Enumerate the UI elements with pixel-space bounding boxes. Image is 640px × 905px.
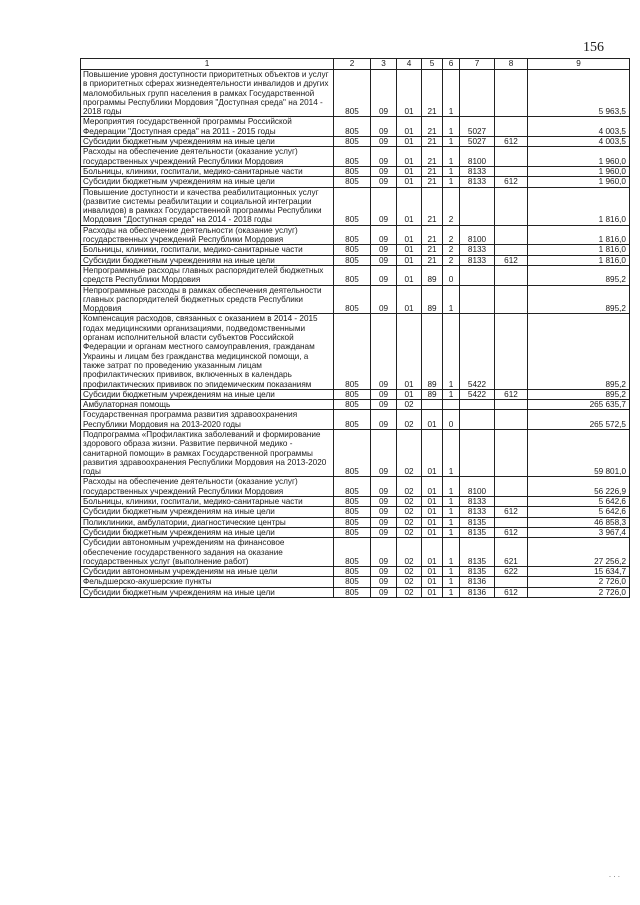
code-cell: 09 — [371, 137, 397, 147]
code-cell: 805 — [334, 166, 371, 176]
code-cell: 09 — [371, 517, 397, 527]
code-cell: 01 — [397, 117, 422, 137]
code-cell: 1 — [443, 177, 460, 187]
code-cell: 805 — [334, 400, 371, 410]
code-cell: 01 — [422, 587, 443, 597]
amount-cell: 1 816,0 — [528, 187, 630, 225]
code-cell: 805 — [334, 587, 371, 597]
amount-cell: 1 816,0 — [528, 225, 630, 245]
amount-cell: 895,2 — [528, 285, 630, 314]
code-cell: 09 — [371, 507, 397, 517]
code-cell — [495, 517, 528, 527]
code-cell — [495, 265, 528, 285]
amount-cell: 3 967,4 — [528, 527, 630, 537]
amount-cell: 56 226,9 — [528, 477, 630, 497]
code-cell: 09 — [371, 177, 397, 187]
code-cell: 2 — [443, 187, 460, 225]
code-cell — [495, 147, 528, 167]
amount-cell: 265 572,5 — [528, 410, 630, 430]
code-cell: 805 — [334, 410, 371, 430]
code-cell: 09 — [371, 117, 397, 137]
code-cell: 8100 — [460, 147, 495, 167]
code-cell: 01 — [422, 497, 443, 507]
code-cell: 8100 — [460, 477, 495, 497]
code-cell: 02 — [397, 400, 422, 410]
code-cell: 2 — [443, 245, 460, 255]
code-cell: 8133 — [460, 507, 495, 517]
code-cell — [495, 70, 528, 117]
row-name-cell: Субсидии бюджетным учреждениям на иные цели — [81, 389, 334, 399]
table-row — [81, 314, 630, 389]
table-row — [81, 497, 630, 507]
table-row — [81, 255, 630, 265]
code-cell — [443, 400, 460, 410]
table-row — [81, 389, 630, 399]
code-cell: 09 — [371, 497, 397, 507]
code-cell — [495, 577, 528, 587]
amount-cell: 1 960,0 — [528, 166, 630, 176]
code-cell: 02 — [397, 477, 422, 497]
code-cell: 01 — [397, 245, 422, 255]
code-cell: 8133 — [460, 177, 495, 187]
code-cell: 21 — [422, 117, 443, 137]
table-row — [81, 587, 630, 597]
table-row — [81, 70, 630, 117]
code-cell: 09 — [371, 265, 397, 285]
code-cell — [460, 265, 495, 285]
code-cell: 5027 — [460, 117, 495, 137]
amount-cell: 27 256,2 — [528, 538, 630, 567]
table-row — [81, 400, 630, 410]
row-name-cell: Поликлиники, амбулатории, диагностические центры — [81, 517, 334, 527]
code-cell: 01 — [397, 255, 422, 265]
code-cell: 621 — [495, 538, 528, 567]
code-cell: 09 — [371, 587, 397, 597]
code-cell: 8100 — [460, 225, 495, 245]
code-cell: 01 — [397, 225, 422, 245]
table-row — [81, 577, 630, 587]
code-cell — [495, 314, 528, 389]
code-cell: 8135 — [460, 527, 495, 537]
code-cell: 5027 — [460, 137, 495, 147]
code-cell: 805 — [334, 477, 371, 497]
table-row — [81, 538, 630, 567]
code-cell: 89 — [422, 314, 443, 389]
code-cell: 8135 — [460, 517, 495, 527]
page-number: 156 — [583, 40, 604, 55]
code-cell: 8136 — [460, 587, 495, 597]
code-cell: 09 — [371, 245, 397, 255]
table-row — [81, 177, 630, 187]
code-cell: 02 — [397, 527, 422, 537]
code-cell: 09 — [371, 527, 397, 537]
code-cell: 01 — [397, 166, 422, 176]
code-cell: 805 — [334, 187, 371, 225]
header-cell: 8 — [495, 59, 528, 70]
code-cell: 805 — [334, 429, 371, 476]
row-name-cell: Расходы на обеспечение деятельности (оказание услуг) государственных учреждений Республики Мордовия — [81, 225, 334, 245]
code-cell — [460, 187, 495, 225]
code-cell — [495, 477, 528, 497]
code-cell: 01 — [422, 527, 443, 537]
code-cell: 21 — [422, 70, 443, 117]
amount-cell: 895,2 — [528, 314, 630, 389]
code-cell: 09 — [371, 477, 397, 497]
code-cell: 0 — [443, 410, 460, 430]
code-cell: 09 — [371, 400, 397, 410]
code-cell: 805 — [334, 255, 371, 265]
code-cell: 612 — [495, 507, 528, 517]
amount-cell: 895,2 — [528, 389, 630, 399]
code-cell: 09 — [371, 70, 397, 117]
code-cell: 2 — [443, 255, 460, 265]
row-name-cell: Субсидии автономным учреждениям на финансовое обеспечение государственного задания на оказание государственных услуг (выполнение работ) — [81, 538, 334, 567]
amount-cell: 1 960,0 — [528, 147, 630, 167]
code-cell — [460, 400, 495, 410]
row-name-cell: Расходы на обеспечение деятельности (оказание услуг) государственных учреждений Республики Мордовия — [81, 477, 334, 497]
row-name-cell: Субсидии бюджетным учреждениям на иные цели — [81, 587, 334, 597]
code-cell: 1 — [443, 477, 460, 497]
code-cell: 805 — [334, 245, 371, 255]
row-name-cell: Больницы, клиники, госпитали, медико-санитарные части — [81, 166, 334, 176]
code-cell: 21 — [422, 166, 443, 176]
amount-cell: 59 801,0 — [528, 429, 630, 476]
header-cell: 5 — [422, 59, 443, 70]
code-cell: 1 — [443, 429, 460, 476]
code-cell: 89 — [422, 285, 443, 314]
code-cell: 1 — [443, 137, 460, 147]
code-cell: 805 — [334, 177, 371, 187]
row-name-cell: Государственная программа развития здравоохранения Республики Мордовия на 2013-2020 годы — [81, 410, 334, 430]
code-cell: 01 — [397, 265, 422, 285]
code-cell: 805 — [334, 147, 371, 167]
code-cell: 612 — [495, 137, 528, 147]
code-cell: 21 — [422, 147, 443, 167]
code-cell — [495, 187, 528, 225]
table-row — [81, 137, 630, 147]
table-row — [81, 410, 630, 430]
code-cell: 09 — [371, 225, 397, 245]
code-cell — [495, 117, 528, 137]
code-cell: 09 — [371, 567, 397, 577]
code-cell: 1 — [443, 507, 460, 517]
code-cell: 09 — [371, 285, 397, 314]
amount-cell: 1 816,0 — [528, 245, 630, 255]
budget-table — [80, 58, 630, 598]
row-name-cell: Непрограммные расходы в рамках обеспечения деятельности главных распорядителей бюджетных средств Республики Мордовия — [81, 285, 334, 314]
code-cell: 1 — [443, 567, 460, 577]
code-cell: 21 — [422, 255, 443, 265]
code-cell: 02 — [397, 429, 422, 476]
code-cell: 01 — [397, 314, 422, 389]
row-name-cell: Непрограммные расходы главных распорядителей бюджетных средств Республики Мордовия — [81, 265, 334, 285]
code-cell — [422, 400, 443, 410]
code-cell: 805 — [334, 389, 371, 399]
code-cell: 01 — [422, 517, 443, 527]
row-name-cell: Субсидии бюджетным учреждениям на иные цели — [81, 527, 334, 537]
table-row — [81, 166, 630, 176]
code-cell — [495, 400, 528, 410]
row-name-cell: Расходы на обеспечение деятельности (оказание услуг) государственных учреждений Республики Мордовия — [81, 147, 334, 167]
amount-cell: 5 642,6 — [528, 497, 630, 507]
code-cell: 8133 — [460, 255, 495, 265]
code-cell: 01 — [422, 577, 443, 587]
code-cell: 21 — [422, 245, 443, 255]
amount-cell: 1 816,0 — [528, 255, 630, 265]
code-cell: 89 — [422, 389, 443, 399]
code-cell: 1 — [443, 389, 460, 399]
code-cell: 01 — [397, 70, 422, 117]
code-cell: 805 — [334, 538, 371, 567]
code-cell: 2 — [443, 225, 460, 245]
code-cell: 89 — [422, 265, 443, 285]
code-cell: 01 — [397, 177, 422, 187]
table-row — [81, 517, 630, 527]
code-cell: 02 — [397, 497, 422, 507]
code-cell — [495, 429, 528, 476]
row-name-cell: Компенсация расходов, связанных с оказанием в 2014 - 2015 годах медицинскими организациями, подведомственными органам исполнительной власти субъектов Российской Федерации и органам местного самоуправления, гражданам Украины и лицам без гражданства медицинской помощи, а также затрат по проведению указанным лицам профилактических прививок, включенных в календарь профилактических прививок по эпидемическим показаниям — [81, 314, 334, 389]
table-row — [81, 285, 630, 314]
code-cell: 1 — [443, 577, 460, 587]
code-cell: 09 — [371, 577, 397, 587]
code-cell: 805 — [334, 507, 371, 517]
code-cell: 8133 — [460, 245, 495, 255]
code-cell: 02 — [397, 410, 422, 430]
code-cell: 805 — [334, 70, 371, 117]
amount-cell: 2 726,0 — [528, 577, 630, 587]
code-cell: 1 — [443, 517, 460, 527]
code-cell: 21 — [422, 137, 443, 147]
header-cell: 6 — [443, 59, 460, 70]
code-cell: 01 — [422, 429, 443, 476]
row-name-cell: Субсидии бюджетным учреждениям на иные цели — [81, 137, 334, 147]
code-cell: 8135 — [460, 567, 495, 577]
code-cell: 09 — [371, 429, 397, 476]
code-cell: 622 — [495, 567, 528, 577]
code-cell: 1 — [443, 497, 460, 507]
amount-cell: 265 635,7 — [528, 400, 630, 410]
code-cell: 612 — [495, 177, 528, 187]
code-cell: 09 — [371, 538, 397, 567]
code-cell: 1 — [443, 117, 460, 137]
code-cell: 1 — [443, 538, 460, 567]
row-name-cell: Больницы, клиники, госпитали, медико-санитарные части — [81, 245, 334, 255]
code-cell — [495, 245, 528, 255]
row-name-cell: Больницы, клиники, госпитали, медико-санитарные части — [81, 497, 334, 507]
code-cell: 1 — [443, 587, 460, 597]
code-cell: 1 — [443, 314, 460, 389]
header-cell: 4 — [397, 59, 422, 70]
code-cell: 805 — [334, 517, 371, 527]
code-cell: 8136 — [460, 577, 495, 587]
row-name-cell: Амбулаторная помощь — [81, 400, 334, 410]
row-name-cell: Фельдшерско-акушерские пункты — [81, 577, 334, 587]
code-cell: 8133 — [460, 166, 495, 176]
row-name-cell: Повышение доступности и качества реабилитационных услуг (развитие системы реабилитации и социальной интеграции инвалидов) в рамках Государственной программы Республики Мордовия "Доступная среда" на 2014 - 2018 годы — [81, 187, 334, 225]
amount-cell: 4 003,5 — [528, 137, 630, 147]
amount-cell: 1 960,0 — [528, 177, 630, 187]
code-cell: 02 — [397, 577, 422, 587]
code-cell: 805 — [334, 285, 371, 314]
row-name-cell: Подпрограмма «Профилактика заболеваний и формирование здорового образа жизни. Развитие первичной медико - санитарной помощи» в рамках Государственной программы развития здравоохранения Республики Мордовия на 2013-2020 годы — [81, 429, 334, 476]
row-name-cell: Субсидии бюджетным учреждениям на иные цели — [81, 255, 334, 265]
table-row — [81, 245, 630, 255]
table-row — [81, 147, 630, 167]
header-cell: 9 — [528, 59, 630, 70]
code-cell: 21 — [422, 225, 443, 245]
code-cell: 805 — [334, 225, 371, 245]
code-cell: 01 — [397, 137, 422, 147]
code-cell — [495, 166, 528, 176]
code-cell: 01 — [397, 285, 422, 314]
code-cell: 01 — [422, 507, 443, 517]
code-cell: 09 — [371, 389, 397, 399]
table-row — [81, 567, 630, 577]
amount-cell: 5 642,6 — [528, 507, 630, 517]
code-cell — [460, 410, 495, 430]
code-cell: 02 — [397, 567, 422, 577]
code-cell — [495, 497, 528, 507]
code-cell: 805 — [334, 527, 371, 537]
code-cell — [460, 285, 495, 314]
code-cell: 805 — [334, 265, 371, 285]
code-cell: 21 — [422, 187, 443, 225]
code-cell: 1 — [443, 70, 460, 117]
row-name-cell: Мероприятия государственной программы Российской Федерации "Доступная среда" на 2011 - 2015 годы — [81, 117, 334, 137]
code-cell: 5422 — [460, 314, 495, 389]
code-cell: 09 — [371, 314, 397, 389]
table-row — [81, 225, 630, 245]
code-cell: 09 — [371, 410, 397, 430]
code-cell: 5422 — [460, 389, 495, 399]
code-cell: 8135 — [460, 538, 495, 567]
header-cell: 3 — [371, 59, 397, 70]
amount-cell: 895,2 — [528, 265, 630, 285]
amount-cell: 4 003,5 — [528, 117, 630, 137]
code-cell — [495, 285, 528, 314]
table-row — [81, 429, 630, 476]
code-cell: 01 — [422, 538, 443, 567]
code-cell: 612 — [495, 389, 528, 399]
code-cell: 21 — [422, 177, 443, 187]
code-cell: 02 — [397, 507, 422, 517]
code-cell: 1 — [443, 285, 460, 314]
table-row — [81, 527, 630, 537]
code-cell: 805 — [334, 314, 371, 389]
code-cell: 805 — [334, 117, 371, 137]
code-cell: 02 — [397, 587, 422, 597]
code-cell: 612 — [495, 255, 528, 265]
code-cell: 0 — [443, 265, 460, 285]
row-name-cell: Повышение уровня доступности приоритетных объектов и услуг в приоритетных сферах жизнедеятельности инвалидов и других маломобильных групп населения в рамках Государственной программы Республики Мордовия "Доступная среда" на 2014 - 2018 годы — [81, 70, 334, 117]
header-cell: 1 — [81, 59, 334, 70]
row-name-cell: Субсидии автономным учреждениям на иные цели — [81, 567, 334, 577]
code-cell: 01 — [422, 410, 443, 430]
code-cell: 01 — [422, 477, 443, 497]
code-cell: 612 — [495, 587, 528, 597]
code-cell: 1 — [443, 147, 460, 167]
table-row — [81, 477, 630, 497]
row-name-cell: Субсидии бюджетным учреждениям на иные цели — [81, 507, 334, 517]
table-header-row — [81, 59, 630, 70]
code-cell: 805 — [334, 567, 371, 577]
amount-cell: 46 858,3 — [528, 517, 630, 527]
amount-cell: 15 634,7 — [528, 567, 630, 577]
code-cell: 01 — [422, 567, 443, 577]
code-cell: 01 — [397, 389, 422, 399]
table-row — [81, 507, 630, 517]
code-cell — [460, 70, 495, 117]
code-cell: 1 — [443, 166, 460, 176]
code-cell: 612 — [495, 527, 528, 537]
code-cell — [495, 225, 528, 245]
code-cell: 09 — [371, 166, 397, 176]
code-cell: 805 — [334, 577, 371, 587]
code-cell: 09 — [371, 187, 397, 225]
code-cell: 02 — [397, 538, 422, 567]
code-cell: 805 — [334, 497, 371, 507]
amount-cell: 2 726,0 — [528, 587, 630, 597]
code-cell — [495, 410, 528, 430]
header-cell: 7 — [460, 59, 495, 70]
table-row — [81, 117, 630, 137]
code-cell: 01 — [397, 187, 422, 225]
code-cell: 805 — [334, 137, 371, 147]
code-cell: 01 — [397, 147, 422, 167]
table-row — [81, 187, 630, 225]
amount-cell: 5 963,5 — [528, 70, 630, 117]
header-cell: 2 — [334, 59, 371, 70]
code-cell: 09 — [371, 147, 397, 167]
footer-mark: . . . — [608, 870, 620, 879]
code-cell: 02 — [397, 517, 422, 527]
row-name-cell: Субсидии бюджетным учреждениям на иные цели — [81, 177, 334, 187]
code-cell: 1 — [443, 527, 460, 537]
code-cell: 8133 — [460, 497, 495, 507]
table-row — [81, 265, 630, 285]
code-cell: 09 — [371, 255, 397, 265]
code-cell — [460, 429, 495, 476]
